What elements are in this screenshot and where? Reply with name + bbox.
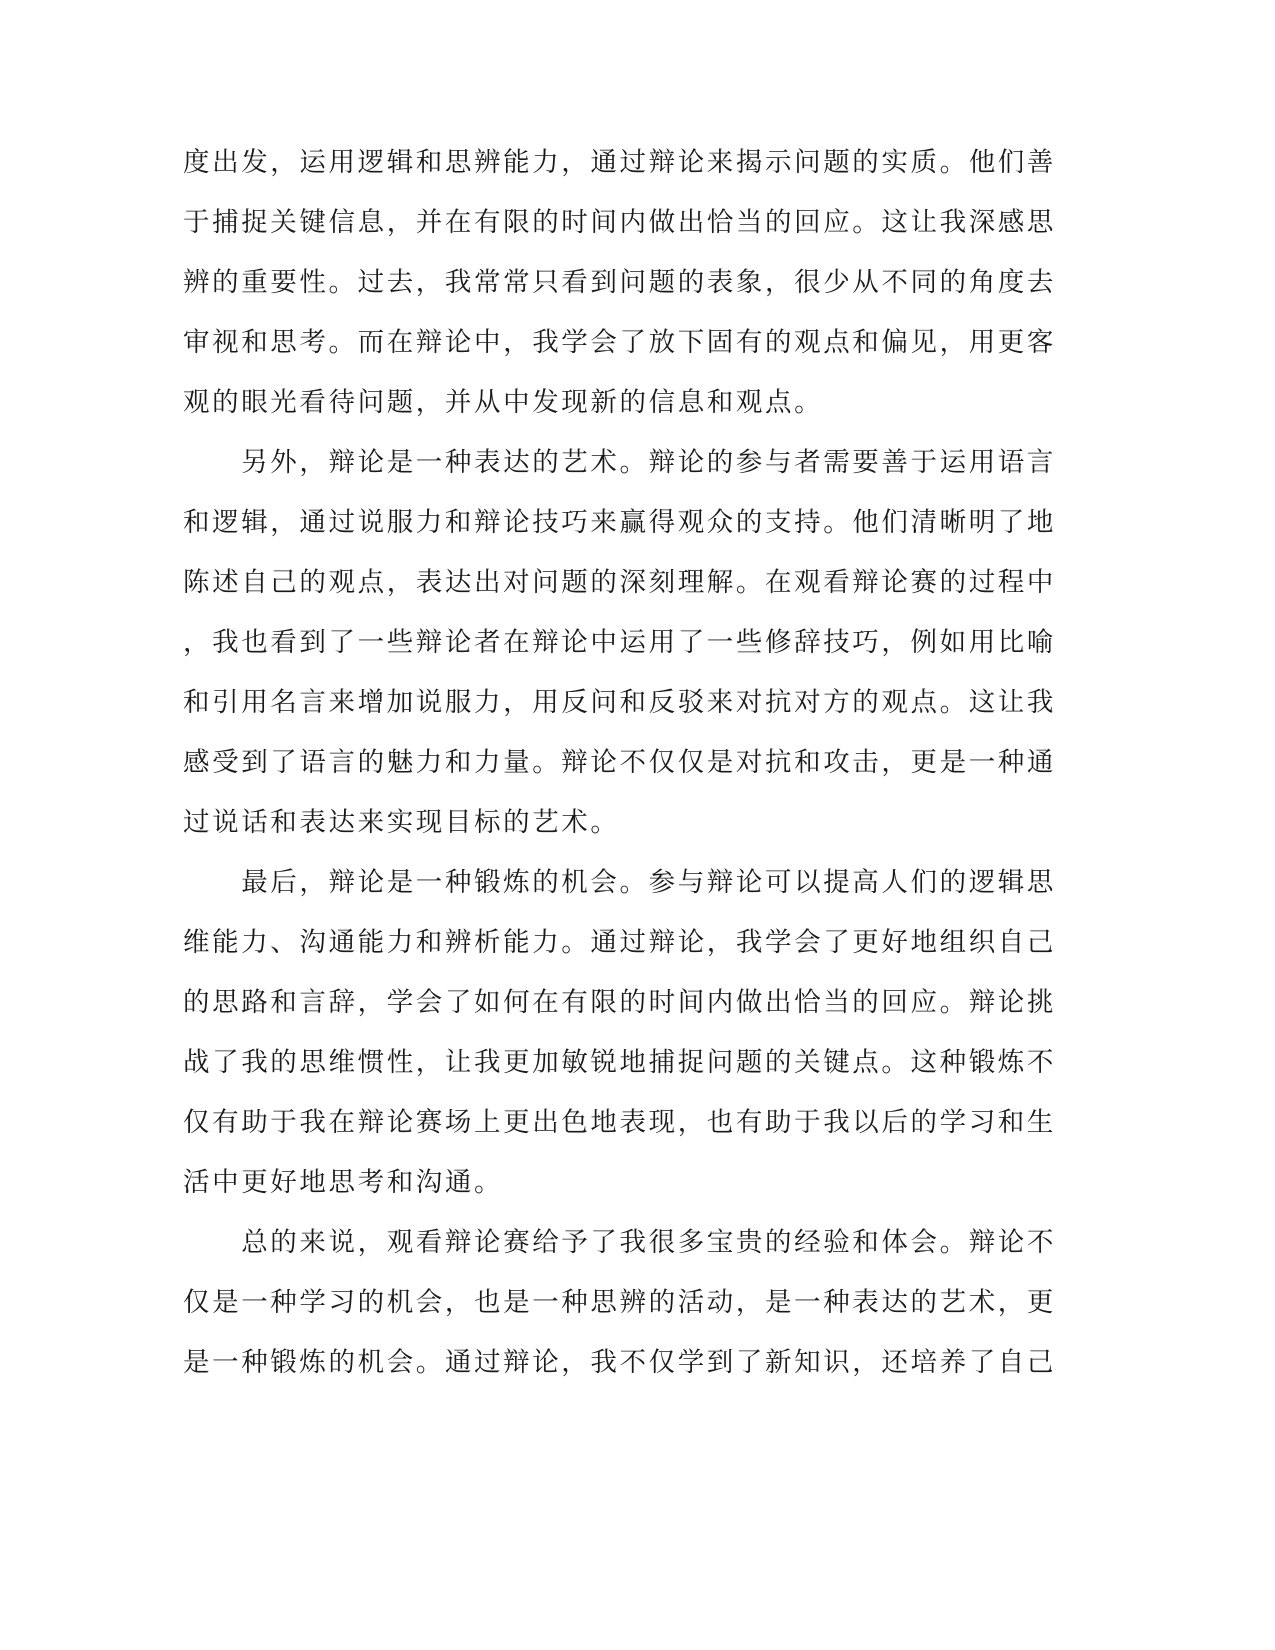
text-line: 和逻辑，通过说服力和辩论技巧来赢得观众的支持。他们清晰明了地 [183, 507, 1056, 538]
text-line: 仅有助于我在辩论赛场上更出色地表现，也有助于我以后的学习和生 [183, 1107, 1056, 1138]
paragraph-start-line: 总的来说，观看辩论赛给予了我很多宝贵的经验和体会。辩论不 [183, 1227, 1056, 1258]
document-body [183, 133, 1063, 1393]
text-line: 于捕捉关键信息，并在有限的时间内做出恰当的回应。这让我深感思 [183, 207, 1056, 238]
text-line: 的思路和言辞，学会了如何在有限的时间内做出恰当的回应。辩论挑 [183, 987, 1056, 1018]
text-line: 度出发，运用逻辑和思辨能力，通过辩论来揭示问题的实质。他们善 [183, 147, 1056, 178]
text-line: 和引用名言来增加说服力，用反问和反驳来对抗对方的观点。这让我 [183, 687, 1056, 718]
text-line: 维能力、沟通能力和辨析能力。通过辩论，我学会了更好地组织自己 [183, 927, 1056, 958]
text-line: 过说话和表达来实现目标的艺术。 [183, 807, 620, 838]
paragraph-start-line: 另外，辩论是一种表达的艺术。辩论的参与者需要善于运用语言 [183, 447, 1056, 478]
text-line: 审视和思考。而在辩论中，我学会了放下固有的观点和偏见，用更客 [183, 327, 1056, 358]
text-line: 陈述自己的观点，表达出对问题的深刻理解。在观看辩论赛的过程中 [183, 567, 1056, 598]
text-line: 辨的重要性。过去，我常常只看到问题的表象，很少从不同的角度去 [183, 267, 1056, 298]
text-line: 是一种锻炼的机会。通过辩论，我不仅学到了新知识，还培养了自己 [183, 1347, 1056, 1378]
text-line: 活中更好地思考和沟通。 [183, 1167, 504, 1198]
text-line: 战了我的思维惯性，让我更加敏锐地捕捉问题的关键点。这种锻炼不 [183, 1047, 1056, 1078]
text-line: 感受到了语言的魅力和力量。辩论不仅仅是对抗和攻击，更是一种通 [183, 747, 1056, 778]
text-line: ，我也看到了一些辩论者在辩论中运用了一些修辞技巧，例如用比喻 [183, 627, 1056, 658]
paragraph-start-line: 最后，辩论是一种锻炼的机会。参与辩论可以提高人们的逻辑思 [183, 867, 1056, 898]
text-line: 仅是一种学习的机会，也是一种思辨的活动，是一种表达的艺术，更 [183, 1287, 1056, 1318]
text-line: 观的眼光看待问题，并从中发现新的信息和观点。 [183, 387, 824, 418]
